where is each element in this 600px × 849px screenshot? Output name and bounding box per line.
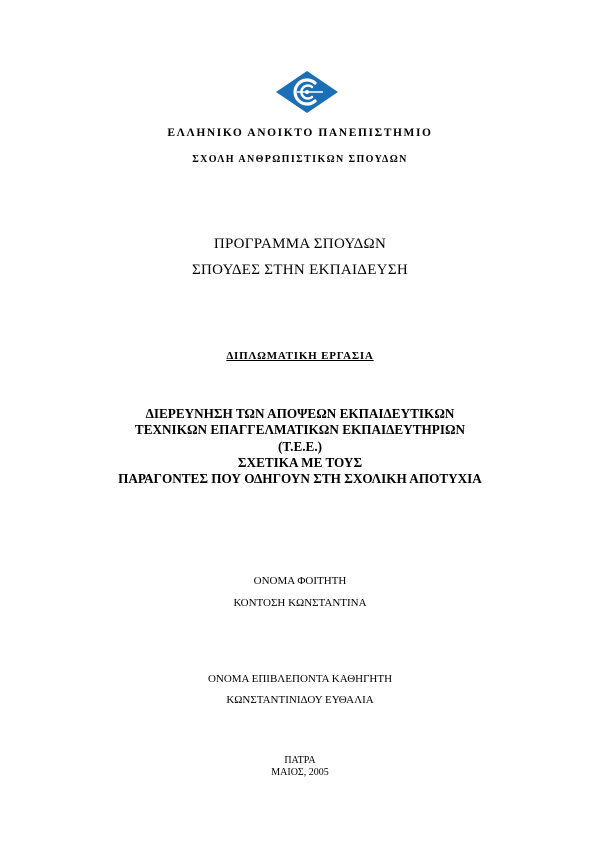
thesis-title	[0, 406, 600, 487]
student-name: ΚΟΝΤΟΣΗ ΚΩΝΣΤΑΝΤΙΝΑ	[233, 597, 367, 609]
place: ΠΑΤΡΑ	[284, 755, 316, 766]
university-logo-icon	[275, 70, 339, 114]
thesis-title-line: ΣΧΕΤΙΚΑ ΜΕ ΤΟΥΣ	[237, 454, 363, 470]
supervisor-label: ΟΝΟΜΑ ΕΠΙΒΛΕΠΟΝΤΑ ΚΑΘΗΓΗΤΗ	[207, 673, 393, 685]
thesis-title-line: ΤΕΧΝΙΚΩΝ ΕΠΑΓΓΕΛΜΑΤΙΚΩΝ ΕΚΠΑΙΔΕΥΤΗΡΙΩΝ	[134, 422, 466, 438]
thesis-title-line: ΠΑΡΑΓΟΝΤΕΣ ΠΟΥ ΟΔΗΓΟΥΝ ΣΤΗ ΣΧΟΛΙΚΗ ΑΠΟΤΥΧΙΑ	[118, 471, 482, 487]
supervisor-name: ΚΩΝΣΤΑΝΤΙΝΙΔΟΥ ΕΥΘΑΛΙΑ	[226, 694, 374, 706]
school-name: ΣΧΟΛΗ ΑΝΘΡΩΠΙΣΤΙΚΩΝ ΣΠΟΥΔΩΝ	[192, 154, 408, 165]
document-type: ΔΙΠΛΩΜΑΤΙΚΗ ΕΡΓΑΣΙΑ	[226, 350, 374, 362]
student-label: ΟΝΟΜΑ ΦΟΙΤΗΤΗ	[253, 575, 347, 587]
thesis-title-line: (Τ.Ε.Ε.)	[277, 438, 323, 454]
date: ΜΑΙΟΣ, 2005	[271, 767, 329, 778]
thesis-title-line: ΔΙΕΡΕΥΝΗΣΗ ΤΩΝ ΑΠΟΨΕΩΝ ΕΚΠΑΙΔΕΥΤΙΚΩΝ	[145, 406, 455, 421]
program-label: ΠΡΟΓΡΑΜΜΑ ΣΠΟΥΔΩΝ	[213, 236, 387, 252]
university-name: ΕΛΛΗΝΙΚΟ ΑΝΟΙΚΤΟ ΠΑΝΕΠΙΣΤΗΜΙΟ	[167, 127, 433, 139]
program-name: ΣΠΟΥΔΕΣ ΣΤΗΝ ΕΚΠΑΙΔΕΥΣΗ	[192, 262, 408, 278]
